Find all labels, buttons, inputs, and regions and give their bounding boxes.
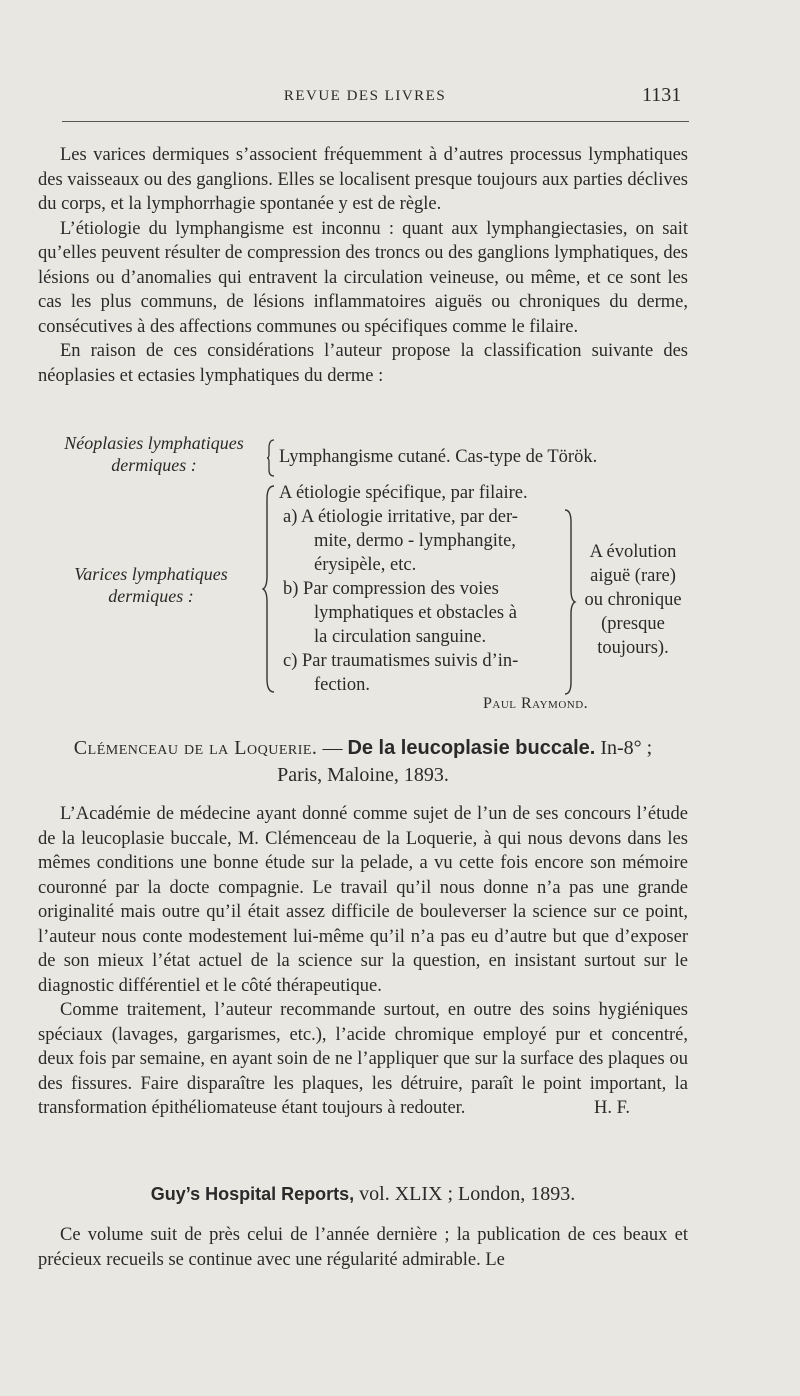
class-line-4: érysipèle, etc. [314, 555, 417, 575]
header-rule [62, 121, 689, 122]
guys-title: Guy’s Hospital Reports, [150, 1184, 355, 1204]
intro-paragraph-2: L’étiologie du lymphangisme est inconnu : quant aux lymphangiectasies, on sait qu’elles peuvent résulter de compression des troncs ou des ganglions lymphatiques, des lésions ou d’anomalies qui entravent la circulation veineuse, ou même, et ce sont les cas les plus communs, de lésions inflammatoires aiguës ou chroniques du derme, consécutives à des affections communes ou spécifiques comme le filaire. [38, 218, 688, 337]
class-line-9: fection. [314, 675, 370, 695]
signature-paul-raymond: Paul Raymond. [483, 695, 589, 712]
class-line-5: b) Par compression des voies [283, 579, 499, 599]
review-leucoplasie-text [38, 802, 688, 1121]
class-line-6: lymphatiques et obstacles à [314, 603, 517, 623]
class-line-7: la circulation sanguine. [314, 627, 487, 647]
review-heading-guys: Guy’s Hospital Reports, vol. XLIX ; London, 1893. [150, 1183, 576, 1205]
review-paragraph-1: L’Académie de médecine ayant donné comme sujet de l’un de ses concours l’étude de la leucoplasie buccale, M. Clémenceau de la Loquerie, à qui nous devons dans les mêmes conditions une bonne étude sur la pelade, a vu cette fois encore son mémoire couronné par la docte compagnie. Le travail qu’il nous donne n’a pas une grande originalité mais outre qu’il était assez difficile de bouleverser la science sur ce point, l’auteur nous conte modestement lui-même qu’il n’a pas eu d’autre but que d’exposer de son mieux l’état actuel de la science sur la question, en insistant surtout sur le diagnostic différentiel et le côté thérapeutique. [38, 804, 688, 996]
guys-paragraph-1: Ce volume suit de près celui de l’année dernière ; la publication de ces beaux et précieux recueils se continue avec une régularité admirable. Le [38, 1225, 688, 1270]
class-line-8: c) Par traumatismes suivis d’in- [283, 651, 519, 671]
review-author: Clémenceau de la Loquerie. [73, 737, 318, 759]
neoplasies-label: Néoplasies lymphatiques dermiques : [64, 433, 244, 475]
intro-text [38, 143, 688, 388]
signature-hf: H. F. [593, 1098, 630, 1118]
class-line-2: a) A étiologie irritative, par der- [283, 507, 518, 527]
review-paragraph-2: Comme traitement, l’auteur recommande surtout, en outre des soins hygiéniques spéciaux (lavages, gargarismes, etc.), l’acide chromique employé pur et concentré, deux fois par semaine, en ayant soin de ne l’appliquer que sur la surface des plaques ou des fissures. Faire disparaître les plaques, les détruire, paraît le point important, la transformation épithéliomateuse étant toujours à redouter. H. F. [38, 998, 688, 1121]
running-header-title: REVUE DES LIVRES [283, 88, 447, 104]
neoplasies-brace [266, 438, 276, 478]
neoplasies-item: Lymphangisme cutané. Cas-type de Török. [279, 447, 598, 467]
review-guys-text [38, 1223, 688, 1272]
review-heading-leucoplasie: Clémenceau de la Loquerie. — De la leucoplasie buccale. In-8° ; Paris, Maloine, 1893. [38, 735, 688, 789]
review-title: De la leucoplasie buccale. [347, 737, 596, 759]
page-number: 1131 [642, 84, 682, 106]
varices-label: Varices lymphatiques dermiques : [74, 564, 228, 606]
evolution-brace [563, 508, 577, 696]
intro-paragraph-3: En raison de ces considérations l’auteur propose la classification suivante des néoplasies et ectasies lymphatiques du derme : [38, 341, 688, 386]
class-line-3: mite, dermo - lymphangite, [314, 531, 516, 551]
varices-brace [262, 484, 276, 694]
evolution-note: A évolution aiguë (rare) ou chronique (presque toujours). [584, 542, 682, 658]
class-line-1: A étiologie spécifique, par filaire. [279, 483, 528, 503]
intro-paragraph-1: Les varices dermiques s’associent fréquemment à d’autres processus lymphatiques des vaisseaux ou des ganglions. Elles se localisent presque toujours aux parties déclives du corps, et la lymphorrhagie spontanée y est de règle. [38, 145, 688, 214]
review-publisher: Paris, Maloine, 1893. [277, 764, 449, 786]
